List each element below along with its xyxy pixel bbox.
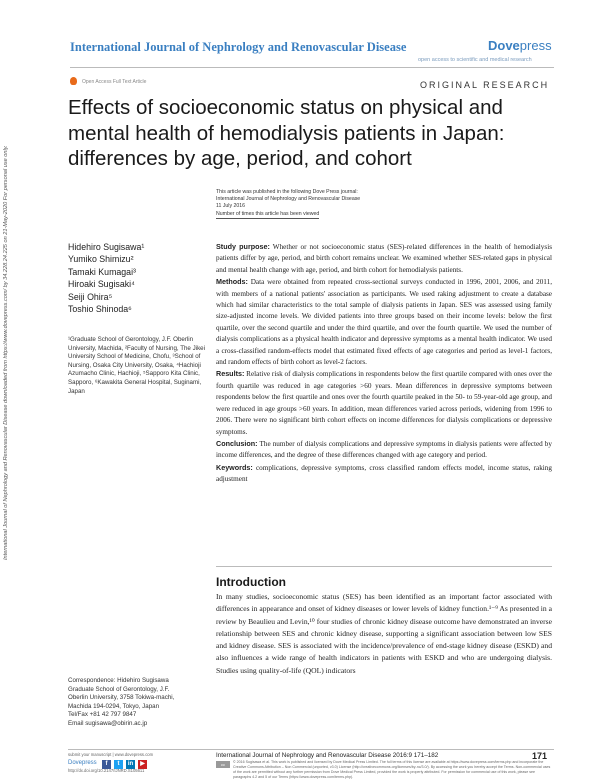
footer-brand[interactable]: Dovepress	[68, 760, 97, 766]
purpose-text: Whether or not socioeconomic status (SES)-related differences in the health of hemodialysis patients differ by age, period, and birth cohort remains unclear. We examined whether SES-related gaps in physical and mental health change with age, period, and birth cohort for hemodialysis patients.	[216, 243, 552, 274]
introduction-body: In many studies, socioeconomic status (SES) has been identified as an important factor associated with differences in appearance and onset of kidney diseases or lower levels of kidney function.¹⁻⁹ As presented in a review by Beaulieu and Levin,¹⁰ four studies of chronic kidney disease outcome have demonstrated an inverse relationship between SES and chronic kidney disease, supporting a significant association between low SES and kidney disease. SES is associated with the incidence/prevalence of end-stage kidney disease (ESKD) and also influences a wide range of health indicators in patients with ESKD and who are undergoing dialysis. Studies using quality-of-life (QOL) indicators	[216, 592, 552, 675]
license-text: © 2016 Sugisawa et al. This work is published and licensed by Dove Medical Press Limited. The full terms of this license are available at https://www.dovepress.com/terms.php and incorporate the Creative Commons Attribution – Non Commercial (unported, v3.0) License (http://creativecommons.org/licenses/by-nc/3.0/). By accessing the work you hereby accept the Terms. Non-commercial uses of the work are permitted without any further permission from Dove Medical Press Limited, provided the work is properly attributed. For permission for commercial use of this work, please see paragraphs 4.2 and 5 of our Terms (https://www.dovepress.com/terms.php).	[233, 760, 551, 779]
conclusion-text: The number of dialysis complications and depressive symptoms in dialysis patients were affected by income differences, and the degree of these differences changed with age category and period.	[216, 439, 552, 460]
doi-link[interactable]: http://dx.doi.org/10.2147/IJNRD.S105611	[68, 768, 145, 773]
abstract-divider	[216, 566, 552, 567]
methods-label: Methods:	[216, 277, 248, 287]
youtube-icon[interactable]: ▶	[138, 760, 147, 769]
pub-line-3: 11 July 2016	[216, 203, 246, 210]
abstract-keywords	[216, 462, 552, 486]
download-sidebar	[3, 90, 23, 560]
pub-line-2[interactable]: International Journal of Nephrology and Renovascular Disease	[216, 196, 361, 203]
header-divider	[70, 67, 554, 68]
affiliations: ¹Graduate School of Gerontology, J.F. Oberlin University, Machida, ²Faculty of Nursing, The Jikei University School of Medicine, Chofu, ³School of Nursing, Osaka City University, Osaka, ⁴Hachioji Azumacho Clinic, Hachioji, ⁵Sapporo Kita Clinic, Sapporo, ⁶Kawakita General Hospital, Suginami, Japan	[68, 336, 205, 395]
download-notice: International Journal of Nephrology and Renovascular Disease downloaded from https://www.dovepress.com/ by 34.228.24.225 on 21-May-2020 For personal use only.	[3, 145, 9, 560]
linkedin-icon[interactable]: in	[127, 761, 134, 767]
submit-link[interactable]: submit your manuscript | www.dovepress.com	[68, 752, 154, 757]
author: Seiji Ohira⁵	[68, 291, 113, 302]
footer-divider	[68, 749, 554, 750]
page-number: 171	[532, 751, 548, 761]
pub-line-1: This article was published in the following Dove Press journal:	[216, 189, 358, 195]
introduction-heading: Introduction	[216, 575, 286, 589]
corr-line: Machida 194-0294, Tokyo, Japan	[68, 702, 160, 710]
corr-line: Oberlin University, 3758 Tokiwa-machi,	[68, 694, 175, 702]
abstract-results	[216, 368, 552, 437]
methods-text: Data were obtained from repeated cross-sectional surveys conducted in 1996, 2001, 2006, and 2011, with members of a national patients' association as participants. We used raking adjustment to create a database which had similar characteristics to the total sample of dialysis patients in Japan. SES was assessed using family size-adjusted income levels. We divided patients into three groups based on their income levels: below the first quartile, over the second quartile and under the third quartile, and over the fourth quartile. We used the number of dialysis complications as a physical health indicator and depressive symptoms as a mental health indicator. We used a cross-classified random-effects model that estimated fixed effects of age categories and period as level-1 factors, and random effects of birth cohort as level-2 factors.	[216, 278, 552, 367]
footer-citation: International Journal of Nephrology and Renovascular Disease 2016:9 171–182	[216, 752, 439, 759]
open-access-label: Open Access Full Text Article	[82, 79, 147, 85]
brand-suffix: press	[519, 38, 552, 53]
keywords-label: Keywords:	[216, 462, 253, 472]
corr-email[interactable]: Email sugisawa@obirin.ac.jp	[68, 719, 148, 727]
facebook-icon[interactable]: f	[102, 760, 111, 769]
views-link[interactable]: Number of times this article has been viewed	[216, 211, 319, 219]
author: Toshio Shinoda⁶	[68, 304, 132, 315]
creative-commons-icon[interactable]: cc	[216, 761, 230, 768]
twitter-icon[interactable]: t	[114, 760, 123, 769]
brand-prefix: Dove	[488, 38, 520, 53]
author: Hidehiro Sugisawa¹	[68, 242, 145, 252]
brand-tagline: open access to scientific and medical research	[418, 57, 532, 63]
conclusion-label: Conclusion:	[216, 438, 258, 448]
abstract-methods	[216, 276, 552, 368]
corr-line: Correspondence: Hidehiro Sugisawa	[68, 677, 169, 684]
purpose-label: Study purpose:	[216, 242, 270, 251]
article-type: ORIGINAL RESEARCH	[420, 80, 550, 90]
open-access-icon	[70, 77, 77, 85]
results-text: Relative risk of dialysis complications in respondents below the first quartile compared with ones over the fourth quartile was reduced in age categories >60 years. Mean differences in depressive symptoms between respondents below the first quartile and ones over the fourth quartile peaked in the 50- to 59-year-old age group, and were reduced in age groups >60 years. In addition, mean differences varied across periods, widening from 1996 to 2006. There were no significant birth cohort effects on income differences for dialysis complications or depressive symptoms.	[216, 370, 552, 436]
abstract-conclusion	[216, 438, 552, 462]
publication-info	[216, 189, 466, 219]
dovepress-logo[interactable]	[488, 38, 552, 53]
results-label: Results:	[216, 369, 245, 379]
author: Yumiko Shimizu²	[68, 254, 134, 265]
keywords-text: complications, depressive symptoms, cross classified random effects model, income status, raking adjustment	[216, 463, 552, 484]
author: Hiroaki Sugisaki⁴	[68, 279, 135, 290]
correspondence	[68, 677, 208, 729]
author-list	[68, 241, 208, 315]
article-title: Effects of socioeconomic status on physical and mental health of hemodialysis patients in Japan: differences by age, period, and cohort	[68, 96, 505, 170]
journal-name[interactable]: International Journal of Nephrology and Renovascular Disease	[70, 40, 407, 54]
corr-line: Graduate School of Gerontology, J.F.	[68, 685, 170, 693]
abstract	[216, 241, 552, 486]
author: Tamaki Kumagai³	[68, 266, 136, 277]
abstract-purpose	[216, 241, 552, 276]
corr-line: Tel/Fax +81 42 797 9847	[68, 711, 137, 719]
